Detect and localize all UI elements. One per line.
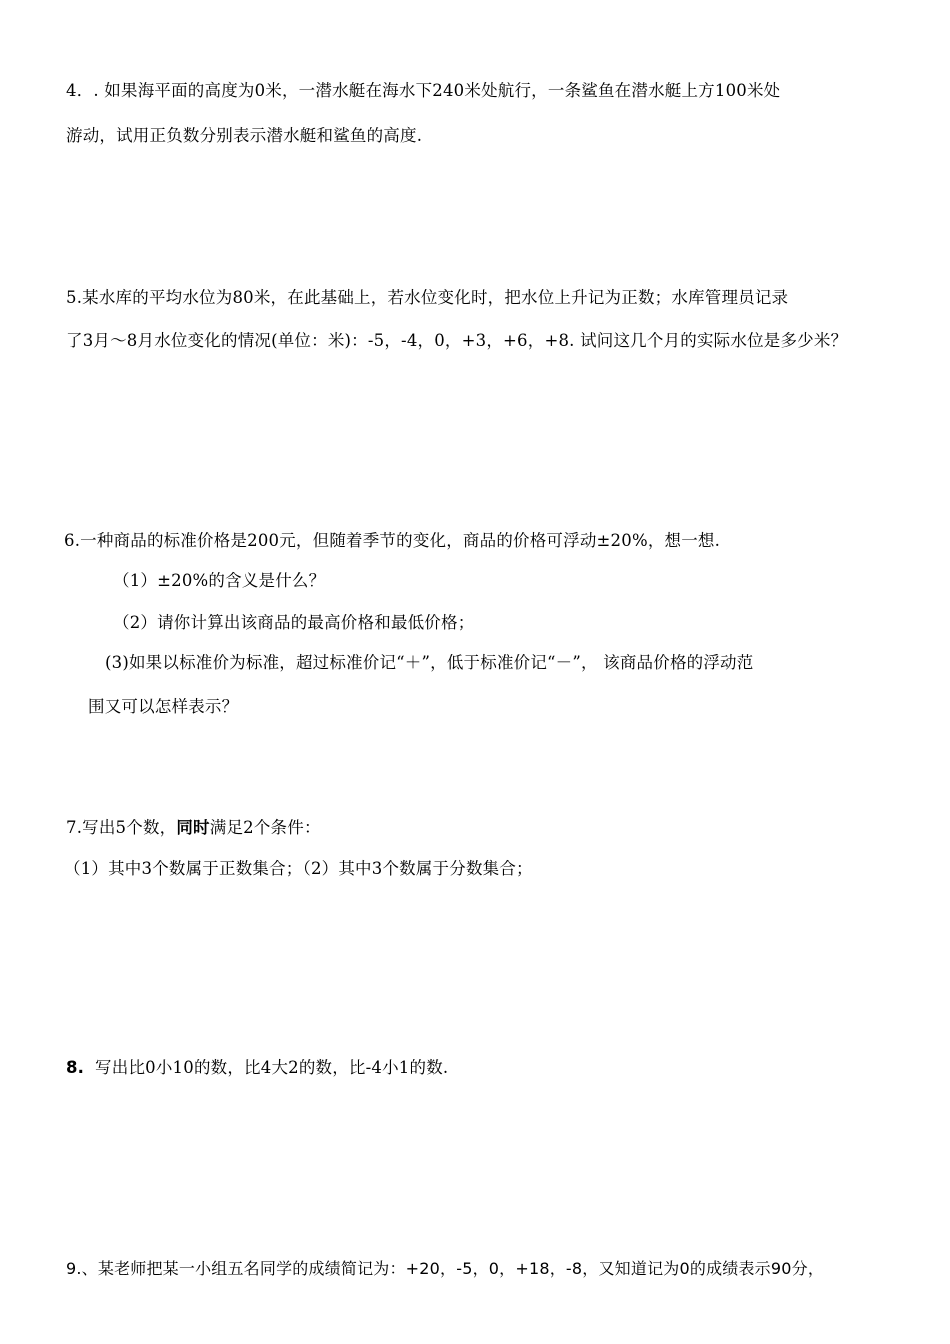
question-7-prefix: 7.写出5个数， <box>66 818 177 837</box>
question-9-line-1: 9.、某老师把某一小组五名同学的成绩简记为：+20，-5，0，+18，-8，又知道记为0的成绩表示90分， <box>66 1259 825 1278</box>
question-8-text: 写出比0小10的数，比4大2的数，比-4小1的数. <box>95 1058 449 1077</box>
question-5-line-2: 了3月～8月水位变化的情况(单位：米)：-5，-4，0，+3，+6，+8. 试问这几个月的实际水位是多少米？ <box>66 331 848 350</box>
question-7-line-1 <box>66 817 321 839</box>
question-8-line <box>66 1057 448 1079</box>
question-7-line-2: （1）其中3个数属于正数集合；（2）其中3个数属于分数集合； <box>64 859 533 878</box>
question-5-line-1: 5.某水库的平均水位为80米，在此基础上，若水位变化时，把水位上升记为正数；水库管理员记录 <box>66 288 789 307</box>
question-6-line-1: 6.一种商品的标准价格是200元，但随着季节的变化，商品的价格可浮动±20%，想一想. <box>64 531 721 550</box>
question-7-bold: 同时 <box>176 818 210 837</box>
question-8-number: 8. <box>66 1058 85 1077</box>
question-7-suffix: 满足2个条件： <box>209 818 321 837</box>
question-6-sub-1: （1）±20%的含义是什么？ <box>113 571 326 590</box>
question-6-sub-3: (3)如果以标准价为标准，超过标准价记“＋”，低于标准价记“－”， 该商品价格的浮动范 <box>105 653 754 672</box>
question-4-line-2: 游动，试用正负数分别表示潜水艇和鲨鱼的高度. <box>66 126 423 145</box>
question-4-line-1: 4．. 如果海平面的高度为0米，一潜水艇在海水下240米处航行，一条鲨鱼在潜水艇上方100米处 <box>66 81 781 100</box>
question-6-sub-2: （2）请你计算出该商品的最高价格和最低价格； <box>113 613 475 632</box>
question-6-sub-3-cont: 围又可以怎样表示？ <box>88 697 239 716</box>
